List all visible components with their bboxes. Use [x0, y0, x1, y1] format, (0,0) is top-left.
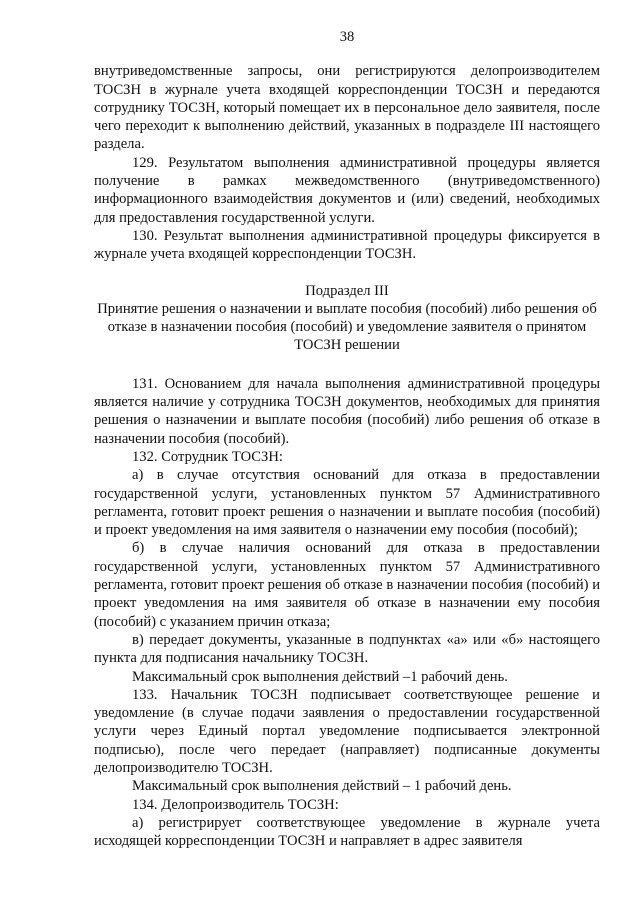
paragraph-132: 132. Сотрудник ТОСЗН:	[132, 448, 283, 465]
paragraph-134: 134. Делопроизводитель ТОСЗН:	[132, 796, 339, 813]
deadline-note: Максимальный срок выполнения действий –1 рабочий день.	[132, 668, 508, 685]
spacer	[94, 355, 600, 375]
subsection-heading: Принятие решения о назначении и выплате пособия (пособий) либо решения об отказе в назначении пособия (пособий) и уведомление заявителя о принятом ТОСЗН решении	[97, 300, 597, 354]
paragraph-132-v: в) передает документы, указанные в подпунктах «а» или «б» настоящего пункта для подписания начальнику ТОСЗН.	[94, 631, 600, 667]
page-number: 38	[339, 29, 355, 45]
paragraph-continuation: внутриведомственные запросы, они регистрируются делопроизводителем ТОСЗН в журнале учета входящей корреспонденции ТОСЗН и передаются сотруднику ТОСЗН, который помещает их в персональное дело заявителя, после чего переходит к выполнению действий, указанных в подразделе III настоящего раздела.	[94, 63, 600, 153]
document-page	[94, 28, 600, 850]
paragraph-134-a: а) регистрирует соответствующее уведомление в журнале учета исходящей корреспонденции ТОСЗН и направляет в адрес заявителя	[94, 814, 600, 850]
paragraph-133: 133. Начальник ТОСЗН подписывает соответствующее решение и уведомление (в случае подачи заявления о предоставлении государственной услуги через Единый портал уведомление подписывается электронной подписью), после чего передает (направляет) подписанные документы делопроизводителю ТОСЗН.	[94, 686, 600, 776]
paragraph-131: 131. Основанием для начала выполнения административной процедуры является наличие у сотрудника ТОСЗН документов, необходимых для принятия решения о назначении и выплате пособия (пособий) либо решения об отказе в назначении пособия (пособий).	[94, 375, 600, 447]
paragraph-130: 130. Результат выполнения административной процедуры фиксируется в журнале учета входящей корреспонденции ТОСЗН.	[94, 227, 600, 263]
paragraph-132-b: б) в случае наличия оснований для отказа в предоставлении государственной услуги, установленных пунктом 57 Административного регламента, готовит проект решения об отказе в назначении пособия (пособий) и проект уведомления на имя заявителя об отказе в назначении ему пособия (пособий) с указанием причин отказа;	[94, 540, 600, 630]
subsection-label: Подраздел III	[305, 282, 389, 299]
paragraph-132-a: а) в случае отсутствия оснований для отказа в предоставлении государственной услуги, установленных пунктом 57 Административного регламента, готовит проект решения о назначении и выплате пособия (пособий) и проект уведомления на имя заявителя о назначении ему пособия (пособий);	[94, 467, 600, 539]
deadline-note: Максимальный срок выполнения действий – 1 рабочий день.	[132, 778, 512, 795]
spacer	[94, 264, 600, 282]
paragraph-129: 129. Результатом выполнения административной процедуры является получение в рамках межведомственного (внутриведомственного) информационного взаимодействия документов и (или) сведений, необходимых для предоставления государственной услуги.	[94, 154, 600, 226]
